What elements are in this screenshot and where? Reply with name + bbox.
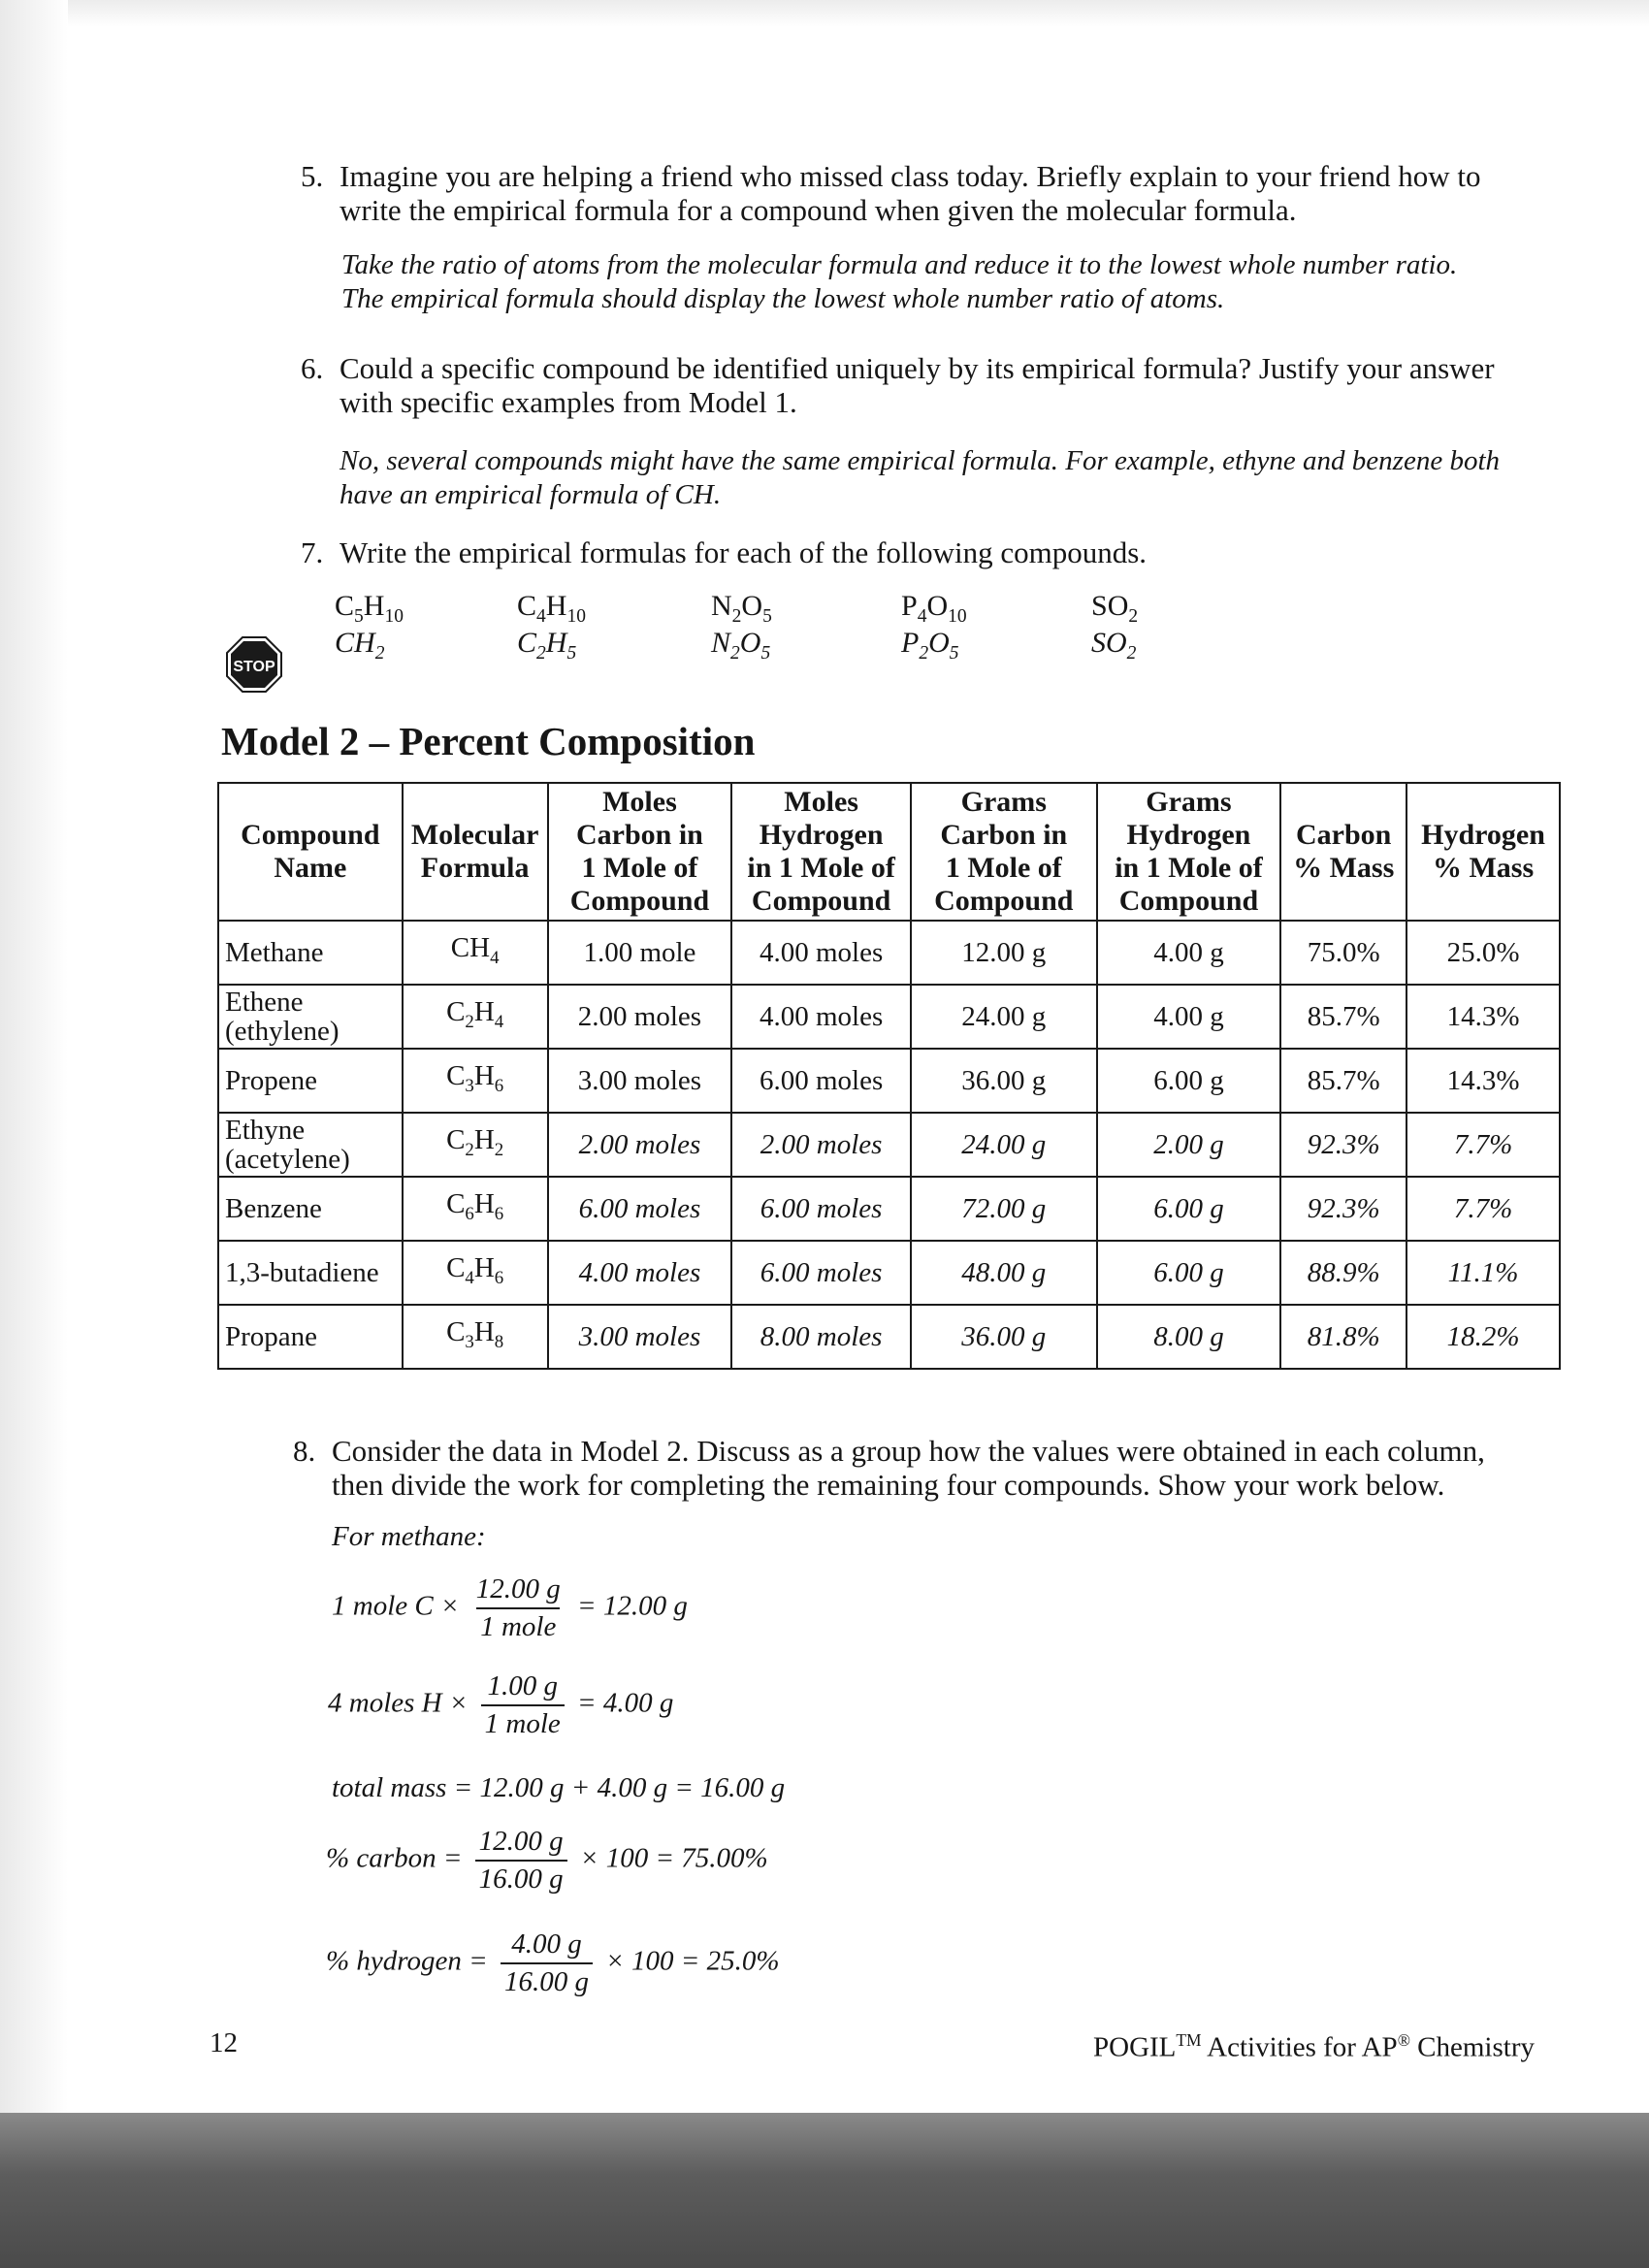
scanner-background bbox=[0, 2113, 1649, 2268]
element-symbol: H bbox=[473, 995, 495, 1027]
subscript: 2 bbox=[536, 643, 546, 664]
element-symbol: H bbox=[473, 1123, 495, 1155]
fraction-numerator: 12.00 g bbox=[478, 1826, 564, 1857]
question-text: Could a specific compound be identified uniquely by its empirical formula? Justify your answer bbox=[340, 351, 1495, 385]
element-symbol: O bbox=[1106, 627, 1127, 659]
element-symbol: C bbox=[517, 590, 537, 622]
table-row bbox=[218, 1049, 1560, 1113]
footer-text: Chemistry bbox=[1409, 2031, 1535, 2063]
carbon-percent-mass: 92.3% bbox=[1280, 1177, 1406, 1241]
subscript: 2 bbox=[1126, 643, 1137, 664]
molecular-formula bbox=[446, 1187, 504, 1224]
element-symbol: S bbox=[1091, 590, 1108, 622]
equation-text: = 12.00 g bbox=[577, 1590, 688, 1622]
carbon-percent-mass: 85.7% bbox=[1280, 1049, 1406, 1113]
empirical-formula-cell bbox=[517, 627, 711, 664]
question-number: 5. bbox=[301, 159, 324, 193]
element-symbol: P bbox=[901, 590, 918, 622]
fraction-denominator: 1 mole bbox=[476, 1607, 560, 1643]
subscript: 4 bbox=[917, 606, 927, 627]
equation-text: % carbon = bbox=[326, 1842, 463, 1874]
model-2-title: Model 2 – Percent Composition bbox=[221, 719, 756, 763]
grams-hydrogen: 6.00 g bbox=[1097, 1241, 1281, 1305]
empirical-formula-cell bbox=[901, 627, 1091, 664]
molecular-formula-cell bbox=[403, 1305, 548, 1369]
table-row bbox=[218, 1113, 1560, 1177]
work-heading: For methane: bbox=[332, 1521, 486, 1552]
molecular-formula bbox=[446, 1123, 504, 1160]
molecular-formula-cell bbox=[403, 1241, 548, 1305]
question-number: 6. bbox=[301, 351, 324, 385]
molecular-formula-cell bbox=[517, 590, 711, 628]
footer-text: POGIL bbox=[1093, 2031, 1177, 2063]
molecular-formula-cell bbox=[403, 1113, 548, 1177]
moles-hydrogen: 4.00 moles bbox=[731, 985, 911, 1049]
molecular-formula bbox=[901, 590, 967, 628]
fraction-denominator: 1 mole bbox=[481, 1704, 565, 1740]
equation-text: = 4.00 g bbox=[577, 1687, 674, 1719]
column-header: Molecular Formula bbox=[403, 783, 548, 921]
element-symbol: N bbox=[711, 627, 731, 659]
empirical-formula-cell bbox=[335, 627, 517, 664]
molecular-formula bbox=[446, 1315, 504, 1352]
compound-name: Ethene (ethylene) bbox=[218, 985, 403, 1049]
work-line-carbon-grams bbox=[332, 1573, 688, 1643]
work-line-percent-hydrogen bbox=[326, 1928, 779, 1998]
answer-text: No, several compounds might have the same empirical formula. For example, ethyne and benzene both bbox=[340, 445, 1500, 476]
element-symbol: H bbox=[363, 590, 385, 622]
element-symbol: H bbox=[473, 1187, 495, 1219]
element-symbol: C bbox=[446, 1059, 466, 1091]
element-symbol: O bbox=[741, 590, 763, 622]
column-header: Grams Hydrogen in 1 Mole of Compound bbox=[1097, 783, 1281, 921]
work-line-total-mass: total mass = 12.00 g + 4.00 g = 16.00 g bbox=[332, 1772, 786, 1803]
subscript: 5 bbox=[354, 606, 364, 627]
question-text: Consider the data in Model 2. Discuss as a group how the values were obtained in each column, bbox=[332, 1434, 1485, 1468]
grams-carbon: 36.00 g bbox=[911, 1049, 1097, 1113]
subscript: 6 bbox=[494, 1203, 504, 1224]
grams-carbon: 48.00 g bbox=[911, 1241, 1097, 1305]
element-symbol: C bbox=[446, 1187, 466, 1219]
element-symbol: H bbox=[354, 627, 375, 659]
subscript: 4 bbox=[494, 1011, 504, 1032]
molecular-formula bbox=[517, 590, 586, 628]
element-symbol: H bbox=[545, 627, 567, 659]
question-text: then divide the work for completing the remaining four compounds. Show your work below. bbox=[332, 1468, 1445, 1502]
empirical-formula bbox=[517, 627, 576, 664]
fraction-numerator: 4.00 g bbox=[511, 1928, 582, 1960]
subscript: 4 bbox=[465, 1267, 474, 1288]
element-symbol: H bbox=[469, 931, 491, 963]
footer-title bbox=[1093, 2030, 1535, 2064]
subscript: 5 bbox=[762, 606, 772, 627]
moles-carbon: 3.00 moles bbox=[548, 1049, 732, 1113]
moles-hydrogen: 2.00 moles bbox=[731, 1113, 911, 1177]
hydrogen-percent-mass: 25.0% bbox=[1406, 921, 1560, 985]
element-symbol: C bbox=[446, 1251, 466, 1283]
compound-name: 1,3-butadiene bbox=[218, 1241, 403, 1305]
work-line-percent-carbon bbox=[326, 1826, 768, 1895]
molecular-formula bbox=[450, 931, 500, 968]
fraction bbox=[481, 1670, 565, 1740]
grams-hydrogen: 8.00 g bbox=[1097, 1305, 1281, 1369]
answer-text: The empirical formula should display the lowest whole number ratio of atoms. bbox=[341, 283, 1225, 314]
stop-sign-icon bbox=[225, 635, 283, 694]
equation-text: × 100 = 25.0% bbox=[605, 1945, 780, 1977]
fraction-numerator: 1.00 g bbox=[487, 1670, 558, 1701]
page-number: 12 bbox=[210, 2027, 238, 2058]
moles-carbon: 3.00 moles bbox=[548, 1305, 732, 1369]
element-symbol: C bbox=[446, 995, 466, 1027]
work-line-hydrogen-grams bbox=[328, 1670, 673, 1740]
equation-text: % hydrogen = bbox=[326, 1945, 488, 1977]
answer-6 bbox=[340, 444, 1500, 512]
moles-carbon: 1.00 mole bbox=[548, 921, 732, 985]
fraction bbox=[472, 1573, 565, 1643]
grams-carbon: 72.00 g bbox=[911, 1177, 1097, 1241]
answer-text: Take the ratio of atoms from the molecular formula and reduce it to the lowest whole number ratio. bbox=[341, 249, 1458, 280]
compound-name: Benzene bbox=[218, 1177, 403, 1241]
answer-text: have an empirical formula of CH. bbox=[340, 479, 722, 510]
grams-hydrogen: 4.00 g bbox=[1097, 985, 1281, 1049]
grams-carbon: 24.00 g bbox=[911, 985, 1097, 1049]
question-number: 8. bbox=[293, 1434, 316, 1468]
hydrogen-percent-mass: 14.3% bbox=[1406, 985, 1560, 1049]
hydrogen-percent-mass: 11.1% bbox=[1406, 1241, 1560, 1305]
subscript: 5 bbox=[949, 643, 959, 664]
question-text: Write the empirical formulas for each of the following compounds. bbox=[340, 535, 1148, 569]
equation-text: 4 moles H × bbox=[328, 1687, 469, 1719]
table-row bbox=[218, 921, 1560, 985]
subscript: 2 bbox=[919, 643, 929, 664]
compound-name: Methane bbox=[218, 921, 403, 985]
molecular-formula bbox=[446, 1251, 504, 1288]
hydrogen-percent-mass: 7.7% bbox=[1406, 1177, 1560, 1241]
element-symbol: C bbox=[446, 1315, 466, 1347]
grams-carbon: 36.00 g bbox=[911, 1305, 1097, 1369]
empirical-formula bbox=[711, 627, 770, 664]
subscript: 5 bbox=[566, 643, 577, 664]
subscript: 4 bbox=[536, 606, 546, 627]
trademark-mark: TM bbox=[1176, 2030, 1202, 2050]
empirical-formula bbox=[1091, 627, 1136, 664]
equation-text: × 100 = 75.00% bbox=[579, 1842, 768, 1874]
question-text: write the empirical formula for a compound when given the molecular formula. bbox=[340, 193, 1297, 227]
subscript: 8 bbox=[494, 1331, 504, 1352]
element-symbol: O bbox=[739, 627, 761, 659]
molecular-formula bbox=[335, 590, 404, 628]
moles-hydrogen: 6.00 moles bbox=[731, 1049, 911, 1113]
subscript: 2 bbox=[465, 1011, 474, 1032]
subscript: 6 bbox=[494, 1075, 504, 1096]
question-text: Imagine you are helping a friend who missed class today. Briefly explain to your friend how to bbox=[340, 159, 1481, 193]
subscript: 2 bbox=[730, 643, 740, 664]
subscript: 2 bbox=[494, 1139, 504, 1160]
empirical-formula bbox=[335, 627, 384, 664]
molecular-formula bbox=[446, 995, 504, 1032]
subscript: 4 bbox=[490, 947, 500, 968]
subscript: 3 bbox=[465, 1331, 474, 1352]
grams-hydrogen: 6.00 g bbox=[1097, 1049, 1281, 1113]
column-header: Moles Hydrogen in 1 Mole of Compound bbox=[731, 783, 911, 921]
hydrogen-percent-mass: 14.3% bbox=[1406, 1049, 1560, 1113]
column-header: Grams Carbon in 1 Mole of Compound bbox=[911, 783, 1097, 921]
molecular-formula-cell bbox=[403, 1049, 548, 1113]
column-header: Carbon % Mass bbox=[1280, 783, 1406, 921]
question-text: with specific examples from Model 1. bbox=[340, 385, 797, 419]
element-symbol: H bbox=[545, 590, 567, 622]
subscript: 10 bbox=[948, 606, 967, 627]
moles-hydrogen: 6.00 moles bbox=[731, 1241, 911, 1305]
svg-text:STOP: STOP bbox=[233, 659, 275, 675]
empirical-formula-cell bbox=[711, 627, 901, 664]
table-row bbox=[218, 1241, 1560, 1305]
element-symbol: S bbox=[1091, 627, 1106, 659]
subscript: 2 bbox=[374, 643, 385, 664]
molecular-formula-cell bbox=[403, 1177, 548, 1241]
column-header: Compound Name bbox=[218, 783, 403, 921]
column-header: Moles Carbon in 1 Mole of Compound bbox=[548, 783, 732, 921]
fraction-numerator: 12.00 g bbox=[475, 1573, 561, 1604]
question-8 bbox=[293, 1434, 1485, 1502]
fraction bbox=[475, 1826, 567, 1895]
subscript: 2 bbox=[731, 606, 742, 627]
element-symbol: C bbox=[446, 1123, 466, 1155]
table-header-row bbox=[218, 783, 1560, 921]
question-7 bbox=[301, 535, 1148, 569]
molecular-formulas-row bbox=[335, 590, 1237, 628]
element-symbol: H bbox=[473, 1251, 495, 1283]
table-row bbox=[218, 1305, 1560, 1369]
fraction-denominator: 16.00 g bbox=[475, 1860, 567, 1895]
element-symbol: O bbox=[926, 590, 949, 622]
fraction bbox=[501, 1928, 593, 1998]
subscript: 2 bbox=[1128, 606, 1139, 627]
element-symbol: N bbox=[711, 590, 732, 622]
grams-carbon: 24.00 g bbox=[911, 1113, 1097, 1177]
question-5 bbox=[301, 159, 1481, 227]
moles-carbon: 4.00 moles bbox=[548, 1241, 732, 1305]
table-row bbox=[218, 1177, 1560, 1241]
empirical-formula-cell bbox=[1091, 627, 1237, 664]
registered-mark: ® bbox=[1397, 2030, 1410, 2050]
molecular-formula-cell bbox=[403, 985, 548, 1049]
carbon-percent-mass: 81.8% bbox=[1280, 1305, 1406, 1369]
hydrogen-percent-mass: 18.2% bbox=[1406, 1305, 1560, 1369]
element-symbol: C bbox=[450, 931, 470, 963]
empirical-formula bbox=[901, 627, 959, 664]
molecular-formula-cell bbox=[1091, 590, 1237, 628]
carbon-percent-mass: 88.9% bbox=[1280, 1241, 1406, 1305]
empirical-formulas-row bbox=[335, 627, 1237, 664]
column-header: Hydrogen % Mass bbox=[1406, 783, 1560, 921]
element-symbol: C bbox=[335, 627, 355, 659]
element-symbol: C bbox=[335, 590, 355, 622]
grams-hydrogen: 2.00 g bbox=[1097, 1113, 1281, 1177]
compound-name: Propene bbox=[218, 1049, 403, 1113]
molecular-formula bbox=[1091, 590, 1138, 628]
hydrogen-percent-mass: 7.7% bbox=[1406, 1113, 1560, 1177]
carbon-percent-mass: 75.0% bbox=[1280, 921, 1406, 985]
element-symbol: O bbox=[928, 627, 950, 659]
element-symbol: H bbox=[473, 1315, 495, 1347]
footer-text: Activities for AP bbox=[1201, 2031, 1398, 2063]
subscript: 10 bbox=[566, 606, 586, 627]
grams-hydrogen: 6.00 g bbox=[1097, 1177, 1281, 1241]
moles-carbon: 2.00 moles bbox=[548, 985, 732, 1049]
molecular-formula-cell bbox=[403, 921, 548, 985]
element-symbol: O bbox=[1107, 590, 1129, 622]
grams-hydrogen: 4.00 g bbox=[1097, 921, 1281, 985]
molecular-formula bbox=[711, 590, 772, 628]
percent-composition-table bbox=[217, 782, 1561, 1370]
element-symbol: P bbox=[901, 627, 920, 659]
molecular-formula-cell bbox=[711, 590, 901, 628]
carbon-percent-mass: 85.7% bbox=[1280, 985, 1406, 1049]
element-symbol: C bbox=[517, 627, 537, 659]
subscript: 6 bbox=[465, 1203, 474, 1224]
question-number: 7. bbox=[301, 535, 324, 569]
fraction-denominator: 16.00 g bbox=[501, 1962, 593, 1998]
molecular-formula-cell bbox=[335, 590, 517, 628]
molecular-formula-cell bbox=[901, 590, 1091, 628]
moles-hydrogen: 6.00 moles bbox=[731, 1177, 911, 1241]
question-6 bbox=[301, 351, 1495, 419]
subscript: 2 bbox=[465, 1139, 474, 1160]
moles-hydrogen: 8.00 moles bbox=[731, 1305, 911, 1369]
equation-text: 1 mole C × bbox=[332, 1590, 460, 1622]
subscript: 3 bbox=[465, 1075, 474, 1096]
subscript: 6 bbox=[494, 1267, 504, 1288]
moles-hydrogen: 4.00 moles bbox=[731, 921, 911, 985]
moles-carbon: 6.00 moles bbox=[548, 1177, 732, 1241]
carbon-percent-mass: 92.3% bbox=[1280, 1113, 1406, 1177]
answer-5 bbox=[341, 248, 1457, 316]
table-row bbox=[218, 985, 1560, 1049]
compound-name: Propane bbox=[218, 1305, 403, 1369]
subscript: 10 bbox=[384, 606, 404, 627]
compound-name: Ethyne (acetylene) bbox=[218, 1113, 403, 1177]
molecular-formula bbox=[446, 1059, 504, 1096]
grams-carbon: 12.00 g bbox=[911, 921, 1097, 985]
element-symbol: H bbox=[473, 1059, 495, 1091]
moles-carbon: 2.00 moles bbox=[548, 1113, 732, 1177]
subscript: 5 bbox=[760, 643, 771, 664]
